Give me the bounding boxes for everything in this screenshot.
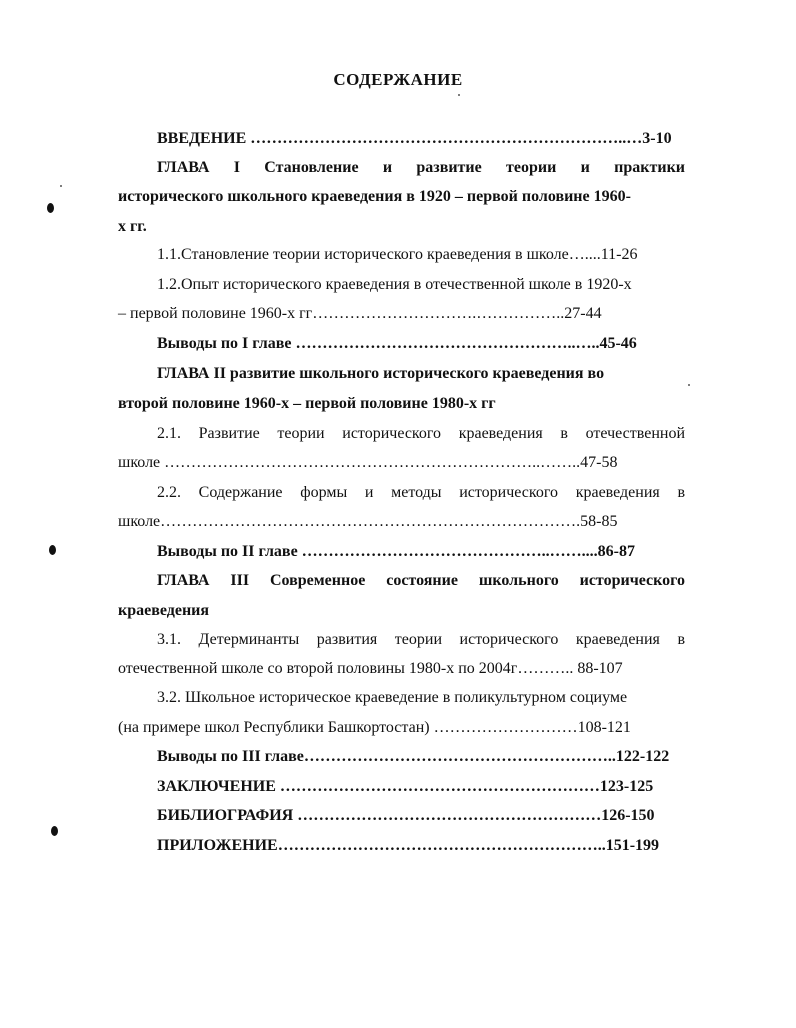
toc-section-1-1: 1.1.Становление теории исторического краеведения в школе…....11-26 <box>157 246 638 263</box>
toc-chapter3-line1: ГЛАВА III Современное состояние школьного исторического <box>157 572 685 589</box>
toc-section-2-2-line2: школе…………………………………………………………………….58-85 <box>118 513 618 530</box>
toc-section-3-1-line2: отечественной школе со второй половины 1980-х по 2004г……….. 88-107 <box>118 660 623 677</box>
binder-hole-mark <box>51 826 58 836</box>
binder-hole-mark <box>47 203 54 213</box>
toc-chapter3-line2: краеведения <box>118 602 210 619</box>
toc-section-2-2-line1: 2.2. Содержание формы и методы исторического краеведения в <box>157 484 685 501</box>
toc-conclusions-ch3: Выводы по III главе…………………………………………………..122-122 <box>157 748 670 765</box>
toc-intro: ВВЕДЕНИЕ ……………………………………………………………..…3-10 <box>157 130 672 147</box>
toc-section-2-1-line1: 2.1. Развитие теории исторического краеведения в отечественной <box>157 425 685 442</box>
scan-speck <box>458 94 460 96</box>
scan-speck <box>688 384 690 386</box>
scan-speck <box>60 185 62 187</box>
toc-appendix: ПРИЛОЖЕНИЕ……………………………………………………..151-199 <box>157 837 660 854</box>
toc-section-1-2-line1: 1.2.Опыт исторического краеведения в отечественной школе в 1920-х <box>157 276 632 293</box>
toc-chapter1-line3: х гг. <box>118 218 147 235</box>
toc-section-2-1-line2: школе ……………………………………………………………..……..47-58 <box>118 454 618 471</box>
toc-section-1-2-line2: – первой половине 1960-х гг………………………….……………..27-44 <box>118 305 602 322</box>
toc-chapter1-line1: ГЛАВА I Становление и развитие теории и практики <box>157 159 685 176</box>
toc-chapter1-line2: исторического школьного краеведения в 1920 – первой половине 1960- <box>118 188 631 205</box>
toc-chapter2-line2: второй половине 1960-х – первой половине 1980-х гг <box>118 395 496 412</box>
toc-bibliography: БИБЛИОГРАФИЯ …………………………………………………126-150 <box>157 807 655 824</box>
toc-chapter2-line1: ГЛАВА II развитие школьного исторического краеведения во <box>157 365 605 382</box>
toc-conclusions-ch2: Выводы по II главе ………………………………………..……....86-87 <box>157 543 635 560</box>
toc-section-3-2-line2: (на примере школ Республики Башкортостан) ………………………108-121 <box>118 719 631 736</box>
toc-conclusions-ch1: Выводы по I главе ……………………………………………..…..45-46 <box>157 335 637 352</box>
toc-section-3-1-line1: 3.1. Детерминанты развития теории исторического краеведения в <box>157 631 685 648</box>
toc-section-3-2-line1: 3.2. Школьное историческое краеведение в поликультурном социуме <box>157 689 628 706</box>
page-title: СОДЕРЖАНИЕ <box>333 70 463 89</box>
binder-hole-mark <box>49 545 56 555</box>
toc-conclusion: ЗАКЛЮЧЕНИЕ ……………………………………………………123-125 <box>157 778 654 795</box>
